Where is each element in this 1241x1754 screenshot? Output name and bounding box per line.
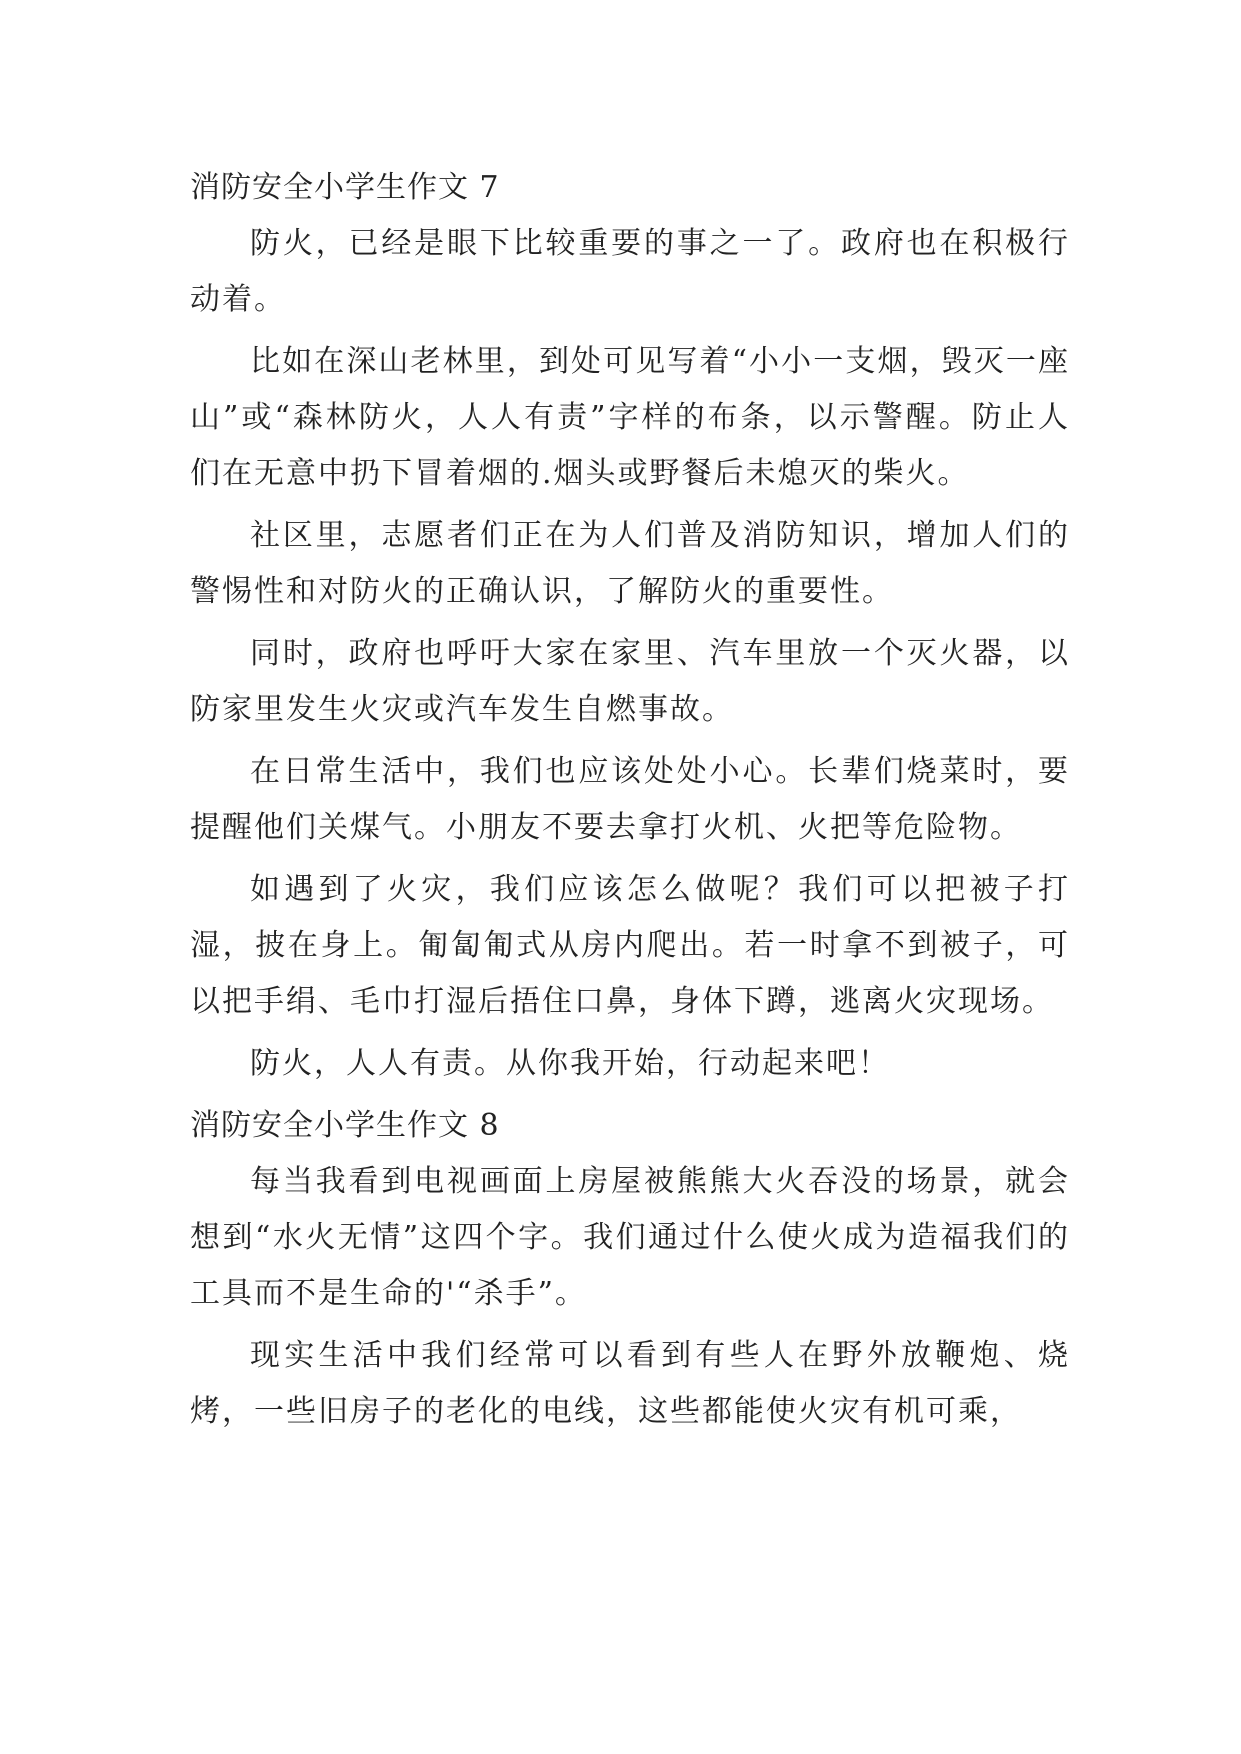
paragraph: 现实生活中我们经常可以看到有些人在野外放鞭炮、烧烤，一些旧房子的老化的电线，这些都能使火灾有机可乘， bbox=[190, 1338, 1070, 1429]
paragraph: 在日常生活中，我们也应该处处小心。长辈们烧菜时，要提醒他们关煤气。小朋友不要去拿打火机、火把等危险物。 bbox=[190, 754, 1070, 845]
essay-section-8 bbox=[190, 1098, 1070, 1446]
essay-section-7 bbox=[190, 160, 1070, 1098]
paragraph: 同时，政府也呼吁大家在家里、汽车里放一个灭火器，以防家里发生火灾或汽车发生自燃事故。 bbox=[190, 636, 1070, 727]
paragraph: 如遇到了火灾，我们应该怎么做呢？我们可以把被子打湿，披在身上。匍匐匍式从房内爬出。若一时拿不到被子，可以把手绢、毛巾打湿后捂住口鼻，身体下蹲，逃离火灾现场。 bbox=[190, 872, 1070, 1019]
paragraph: 防火，人人有责。从你我开始，行动起来吧！ bbox=[250, 1046, 890, 1081]
paragraph: 每当我看到电视画面上房屋被熊熊大火吞没的场景，就会想到“水火无情”这四个字。我们通过什么使火成为造福我们的工具而不是生命的'“杀手”。 bbox=[190, 1164, 1070, 1311]
section-title: 消防安全小学生作文 7 bbox=[190, 170, 500, 205]
document-page bbox=[190, 160, 1070, 1446]
paragraph: 社区里，志愿者们正在为人们普及消防知识，增加人们的警惕性和对防火的正确认识，了解防火的重要性。 bbox=[190, 518, 1070, 609]
paragraph: 防火，已经是眼下比较重要的事之一了。政府也在积极行动着。 bbox=[190, 226, 1070, 317]
section-title: 消防安全小学生作文 8 bbox=[190, 1108, 500, 1143]
paragraph: 比如在深山老林里，到处可见写着“小小一支烟，毁灭一座山”或“森林防火，人人有责”字样的布条，以示警醒。防止人们在无意中扔下冒着烟的.烟头或野餐后未熄灭的柴火。 bbox=[190, 344, 1070, 491]
